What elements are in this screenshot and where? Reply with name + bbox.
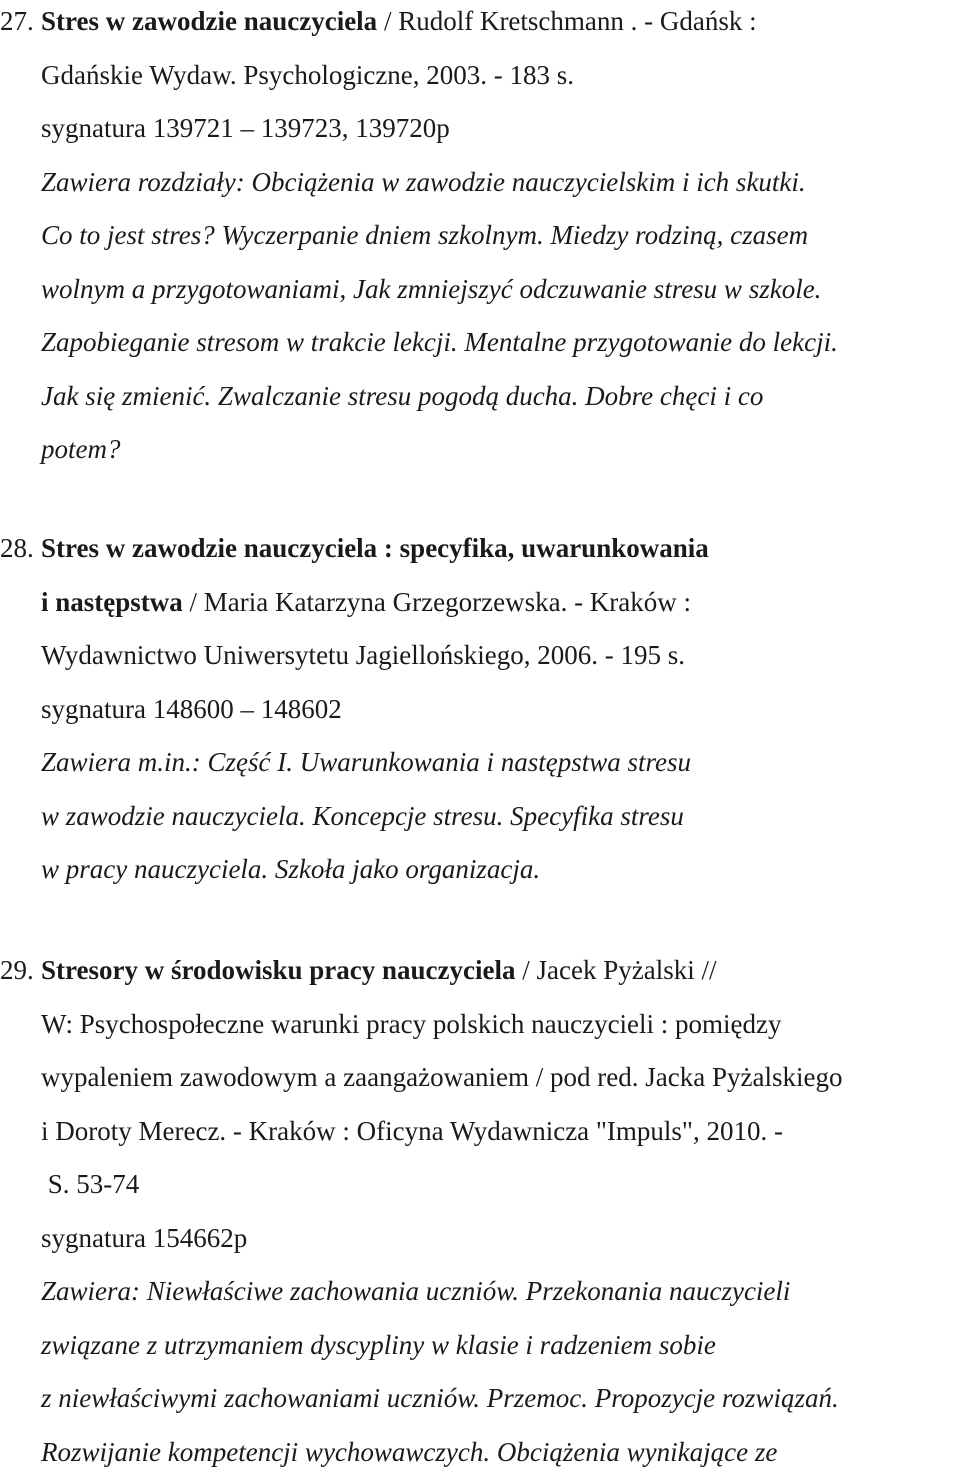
entry-source: wypaleniem zawodowym a zaangażowaniem / pod red. Jacka Pyżalskiego <box>41 1051 842 1105</box>
entry-contents-line: z niewłaściwymi zachowaniami uczniów. Przemoc. Propozycje rozwiązań. <box>41 1372 839 1426</box>
entry-title: Stres w zawodzie nauczyciela <box>41 6 377 36</box>
entry-author: / Jacek Pyżalski // <box>516 955 717 985</box>
entry-contents-line: Zapobieganie stresom w trakcie lekcji. Mentalne przygotowanie do lekcji. <box>41 316 838 370</box>
entry-contents-line: w zawodzie nauczyciela. Koncepcje stresu. Specyfika stresu <box>41 790 684 844</box>
entry-pages: S. 53-74 <box>41 1158 139 1212</box>
entry-title-line <box>41 576 691 630</box>
entry-contents-line: Jak się zmienić. Zwalczanie stresu pogodą ducha. Dobre chęci i co <box>41 370 763 424</box>
entry-signature: sygnatura 148600 – 148602 <box>41 683 342 737</box>
entry-signature: sygnatura 139721 – 139723, 139720p <box>41 102 450 156</box>
entry-contents-line: wolnym a przygotowaniami, Jak zmniejszyć odczuwanie stresu w szkole. <box>41 263 821 317</box>
entry-number: 27. <box>0 0 34 49</box>
entry-signature: sygnatura 154662p <box>41 1212 247 1266</box>
entry-contents-line: Zawiera: Niewłaściwe zachowania uczniów. Przekonania nauczycieli <box>41 1265 790 1319</box>
entry-title: Stres w zawodzie nauczyciela : specyfika, uwarunkowania <box>41 522 709 576</box>
entry-contents-line: Zawiera m.in.: Część I. Uwarunkowania i następstwa stresu <box>41 736 691 790</box>
entry-title-line <box>41 0 757 49</box>
entry-author: / Rudolf Kretschmann . - Gdańsk : <box>377 6 756 36</box>
entry-publisher: Wydawnictwo Uniwersytetu Jagiellońskiego, 2006. - 195 s. <box>41 629 685 683</box>
entry-contents-line: potem? <box>41 423 120 477</box>
entry-title: Stresory w środowisku pracy nauczyciela <box>41 955 516 985</box>
entry-author: / Maria Katarzyna Grzegorzewska. - Kraków : <box>183 587 691 617</box>
entry-contents-line: Co to jest stres? Wyczerpanie dniem szkolnym. Miedzy rodziną, czasem <box>41 209 808 263</box>
entry-source: W: Psychospołeczne warunki pracy polskich nauczycieli : pomiędzy <box>41 998 782 1052</box>
entry-title-line <box>41 944 716 998</box>
entry-contents-line: Rozwijanie kompetencji wychowawczych. Obciążenia wynikające ze <box>41 1426 777 1479</box>
entry-contents-line: związane z utrzymaniem dyscypliny w klasie i radzeniem sobie <box>41 1319 716 1373</box>
entry-number: 29. <box>0 944 34 998</box>
entry-number: 28. <box>0 522 34 576</box>
entry-contents-line: Zawiera rozdziały: Obciążenia w zawodzie nauczycielskim i ich skutki. <box>41 156 806 210</box>
entry-contents-line: w pracy nauczyciela. Szkoła jako organizacja. <box>41 843 540 897</box>
entry-title-cont: i następstwa <box>41 587 183 617</box>
entry-source: i Doroty Merecz. - Kraków : Oficyna Wydawnicza "Impuls", 2010. - <box>41 1105 783 1159</box>
entry-publisher: Gdańskie Wydaw. Psychologiczne, 2003. - 183 s. <box>41 49 574 103</box>
